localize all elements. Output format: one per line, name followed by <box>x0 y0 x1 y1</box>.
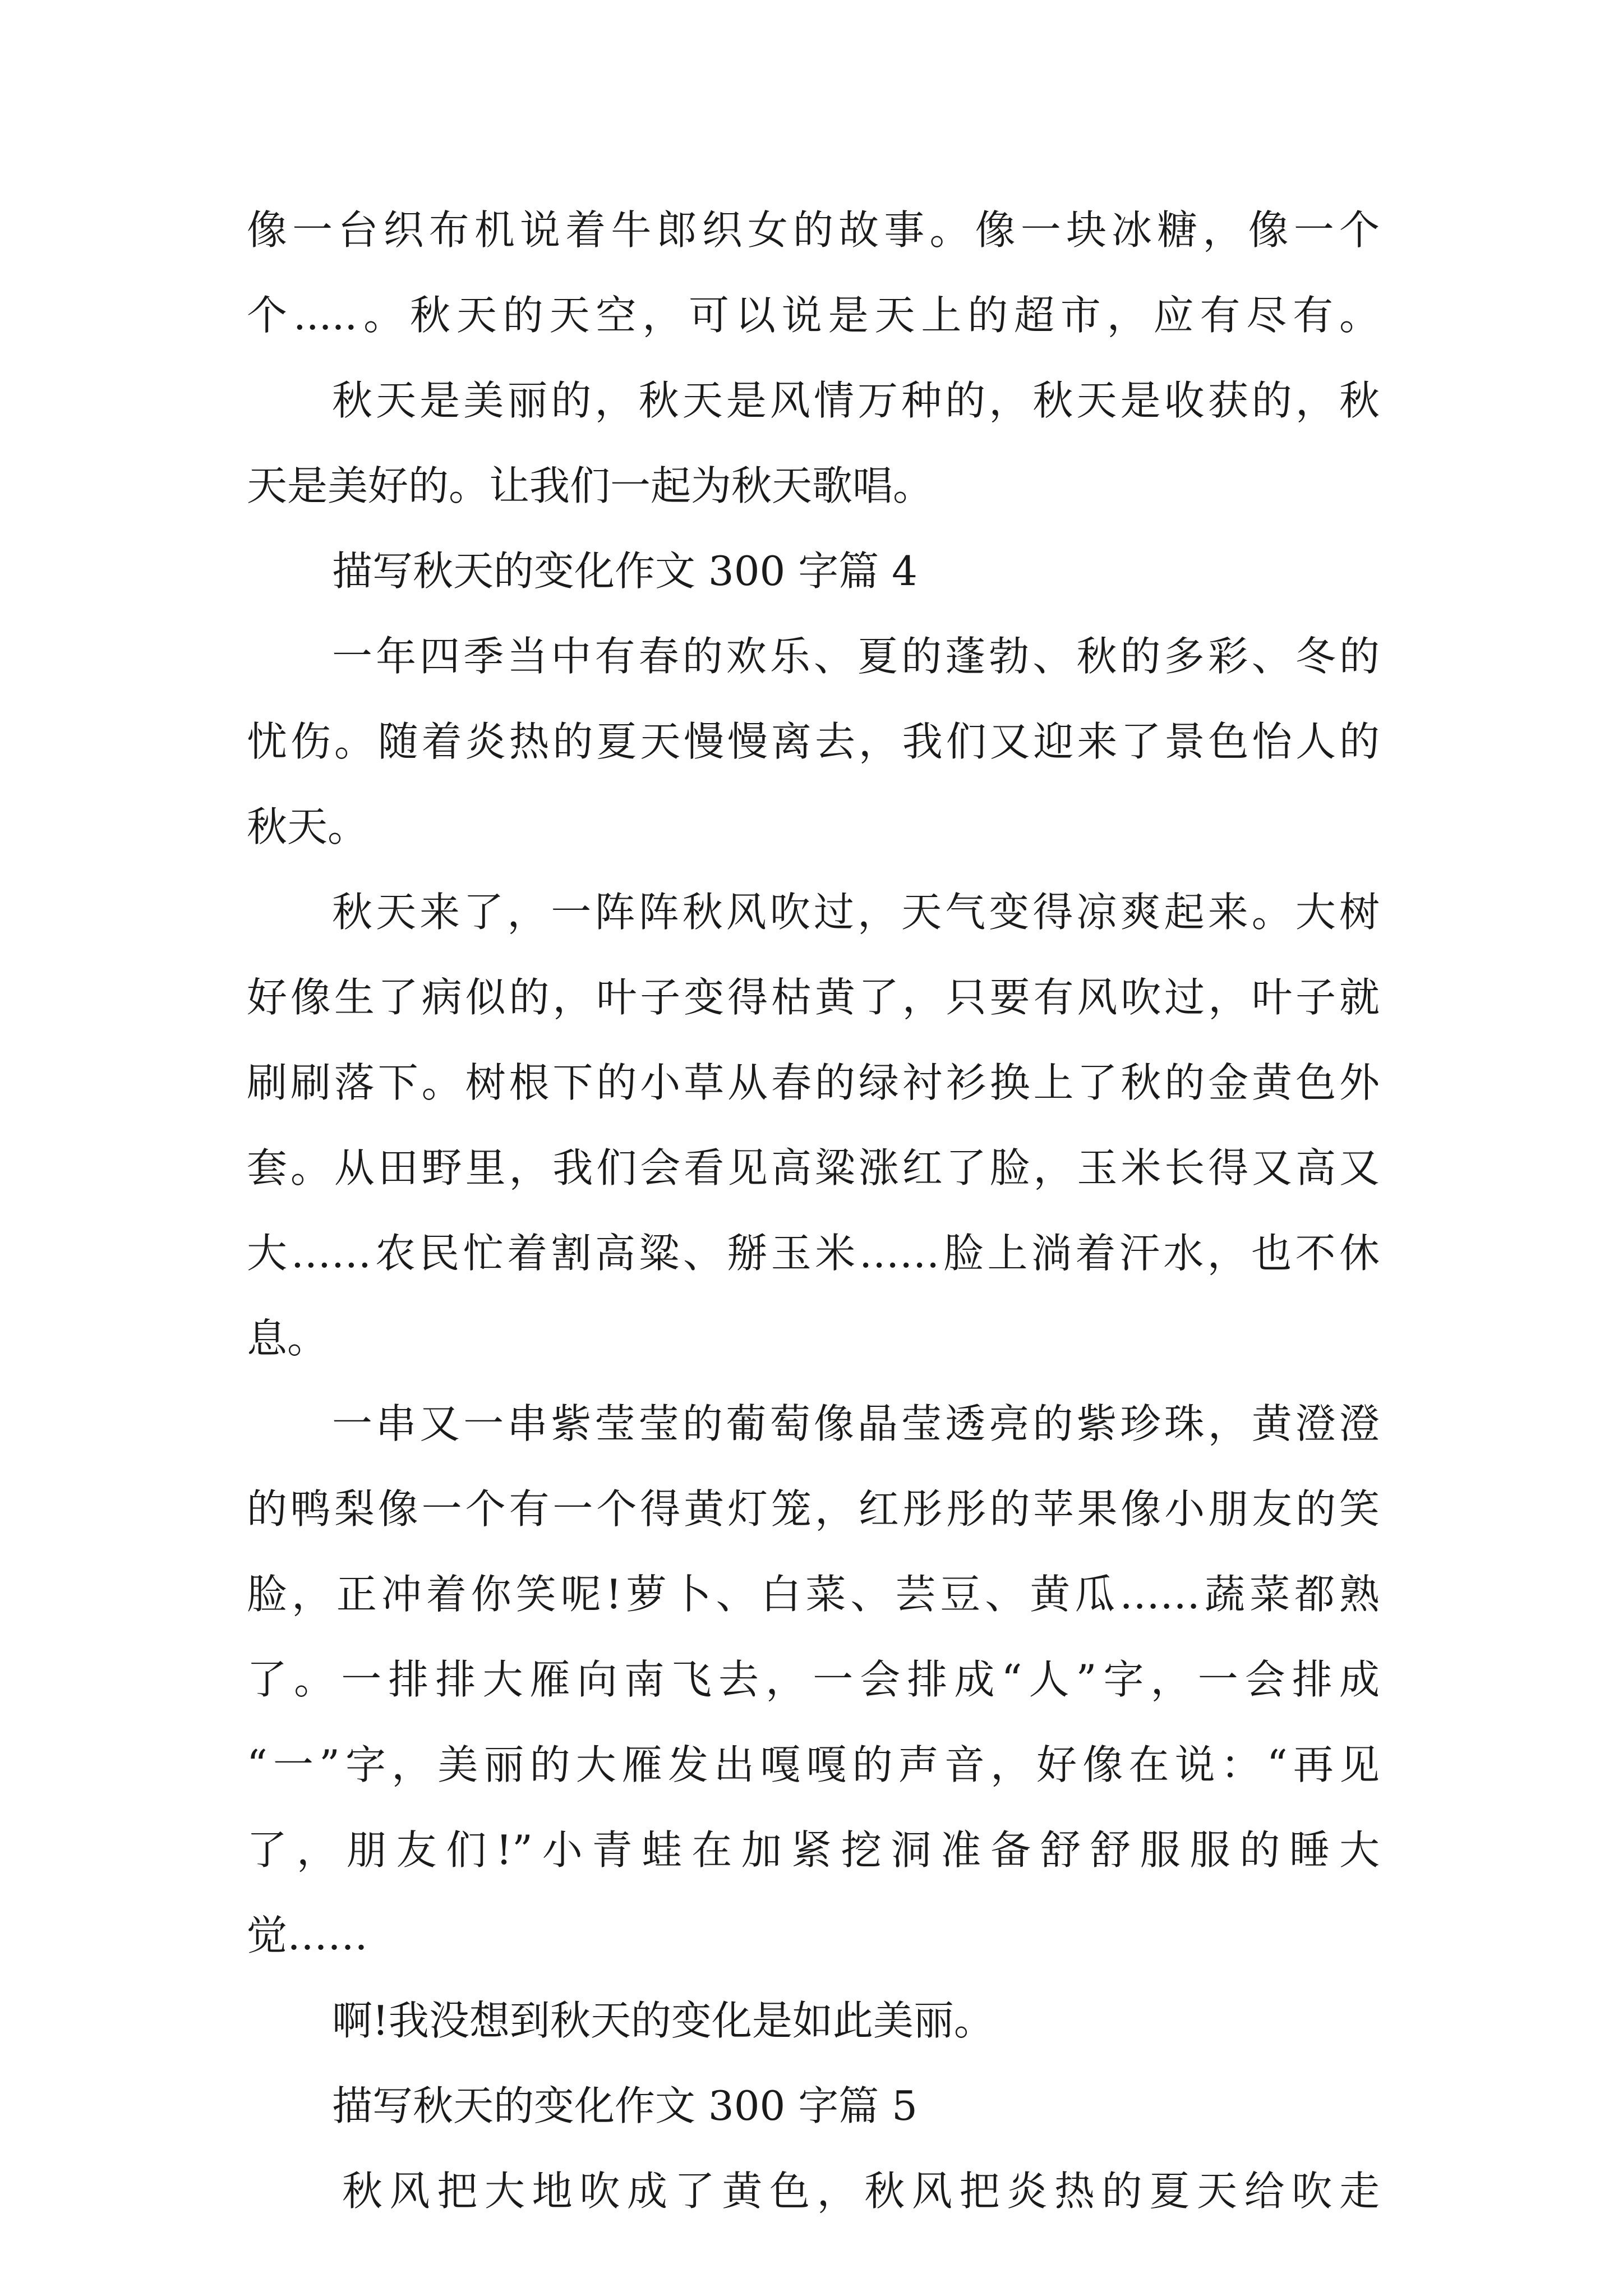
text-line: 息。 <box>247 1315 328 1362</box>
text-line: 脸，正冲着你笑呢!萝卜、白菜、芸豆、黄瓜……蔬菜都熟 <box>247 1571 1380 1618</box>
text-line: 套。从田野里，我们会看见高粱涨红了脸，玉米长得又高又 <box>247 1144 1380 1191</box>
text-line: 忧伤。随着炎热的夏天慢慢离去，我们又迎来了景色怡人的 <box>247 718 1380 765</box>
text-line: 的鸭梨像一个有一个得黄灯笼，红彤彤的苹果像小朋友的笑 <box>247 1485 1380 1533</box>
section-heading: 描写秋天的变化作文 300 字篇 5 <box>332 2082 917 2129</box>
text-line: 了。一排排大雁向南飞去，一会排成“人”字，一会排成 <box>247 1656 1380 1703</box>
text-line: 像一台织布机说着牛郎织女的故事。像一块冰糖，像一个 <box>247 206 1380 254</box>
text-line: 觉…… <box>247 1912 368 1959</box>
text-line: 了，朋友们!”小青蛙在加紧挖洞准备舒舒服服的睡大 <box>247 1826 1380 1874</box>
text-line: 秋天来了，一阵阵秋风吹过，天气变得凉爽起来。大树 <box>332 889 1380 936</box>
text-line: 一串又一串紫莹莹的葡萄像晶莹透亮的紫珍珠，黄澄澄 <box>332 1400 1380 1447</box>
text-line: 秋天。 <box>247 803 368 850</box>
text-line: 大……农民忙着割高粱、掰玉米……脸上淌着汗水，也不休 <box>247 1230 1380 1277</box>
text-line: “一”字，美丽的大雁发出嘎嘎的声音，好像在说：“再见 <box>247 1741 1380 1788</box>
text-line: 好像生了病似的，叶子变得枯黄了，只要有风吹过，叶子就 <box>247 974 1380 1021</box>
text-line: 啊!我没想到秋天的变化是如此美丽。 <box>332 1997 994 2044</box>
section-heading: 描写秋天的变化作文 300 字篇 4 <box>332 547 917 595</box>
text-line: 天是美好的。让我们一起为秋天歌唱。 <box>247 462 934 509</box>
text-line: 刷刷落下。树根下的小草从春的绿衬衫换上了秋的金黄色外 <box>247 1059 1380 1106</box>
text-line: 一年四季当中有春的欢乐、夏的蓬勃、秋的多彩、冬的 <box>332 633 1380 680</box>
text-line: 秋天是美丽的，秋天是风情万种的，秋天是收获的，秋 <box>332 377 1380 424</box>
text-line: 个.....。秋天的天空，可以说是天上的超市，应有尽有。 <box>247 292 1380 339</box>
text-line: 秋风把大地吹成了黄色，秋风把炎热的夏天给吹走 <box>342 2168 1380 2215</box>
